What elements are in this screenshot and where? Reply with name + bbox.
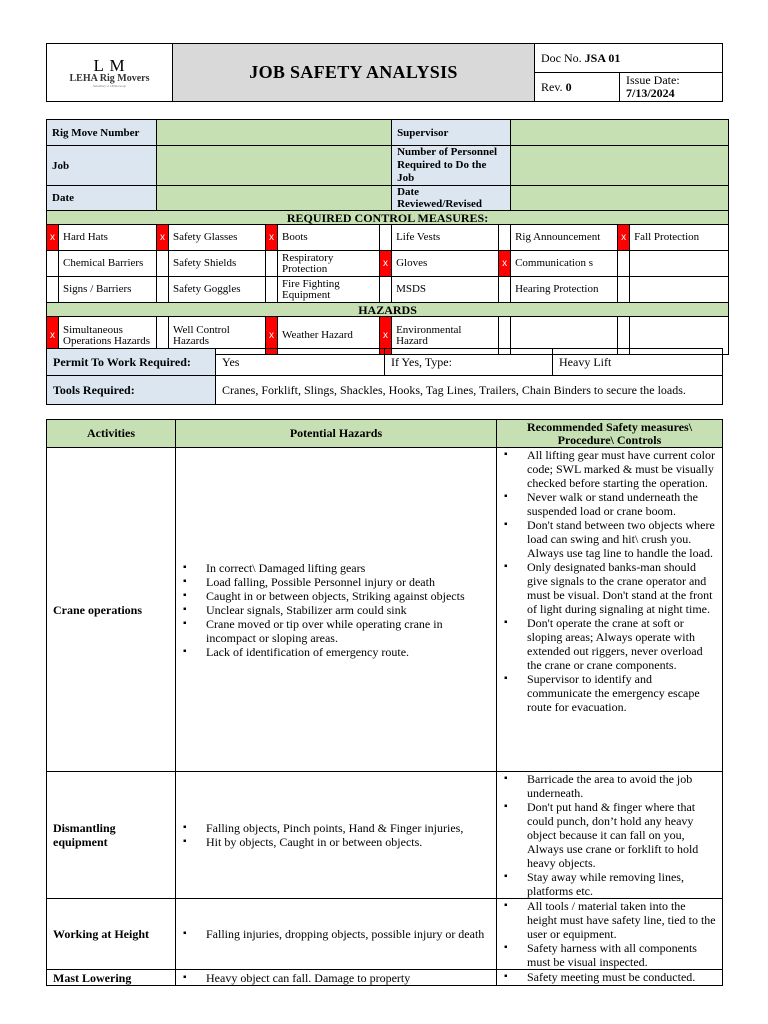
control-rig-announcement: Rig Announcement: [511, 225, 618, 251]
control-respiratory-protection: Respiratory Protection: [278, 251, 380, 277]
header-potential-hazards: Potential Hazards: [176, 420, 497, 448]
doc-number-label: Doc No.: [541, 50, 582, 65]
page-title: JOB SAFETY ANALYSIS: [173, 44, 535, 102]
issue-date: [620, 73, 723, 102]
hazards-title: HAZARDS: [47, 303, 729, 317]
checkbox-rig-announcement[interactable]: [499, 225, 511, 251]
checkbox-hard-hats[interactable]: x: [47, 225, 59, 251]
control-safety-glasses: Safety Glasses: [169, 225, 266, 251]
checkbox-hearing-protection[interactable]: [499, 277, 511, 303]
hazard-environmental: Environmental Hazard: [392, 317, 499, 355]
hazards-list: [178, 927, 492, 941]
checkbox-signs-barriers[interactable]: [47, 277, 59, 303]
control-item: ▪ Only designated banks-man should give signals to the crane operator and must be visual. Don't stand at the front of light during signaling at night time.: [527, 560, 716, 616]
supervisor-field[interactable]: [511, 120, 729, 146]
control-item: ▪ Supervisor to identify and communicate the emergency escape route for evacuation.: [527, 672, 716, 714]
date-reviewed-label: Date Reviewed/Revised: [392, 186, 511, 211]
control-gloves: Gloves: [392, 251, 499, 277]
control-life-vests: Life Vests: [392, 225, 499, 251]
hazard-item: ▪ Crane moved or tip over while operating crane in incompact or sloping areas.: [206, 617, 492, 645]
activity-name: Mast Lowering: [47, 970, 176, 986]
activities-table: [46, 419, 723, 986]
checkbox-safety-shields[interactable]: [157, 251, 169, 277]
controls-cell: [497, 899, 723, 970]
job-info-table: [46, 119, 729, 355]
job-field[interactable]: [157, 146, 392, 186]
control-safety-shields: Safety Shields: [169, 251, 266, 277]
control-measures-title: REQUIRED CONTROL MEASURES:: [47, 211, 729, 225]
control-item: ▪ Don't put hand & finger where that could punch, don’t hold any heavy object because it can fall on you, Always use crane or forklift to hold heavy objects.: [527, 800, 716, 870]
checkbox-gloves[interactable]: x: [380, 251, 392, 277]
checkbox-msds[interactable]: [380, 277, 392, 303]
doc-number: [535, 44, 723, 73]
date-field[interactable]: [157, 186, 392, 211]
control-fire-fighting: Fire Fighting Equipment: [278, 277, 380, 303]
table-row: [47, 899, 723, 970]
hazard-item: ▪ Heavy object can fall. Damage to property: [206, 971, 492, 985]
hazards-list: [178, 561, 492, 659]
control-item: ▪ Stay away while removing lines, platforms etc.: [527, 870, 716, 898]
hazard-item: ▪ In correct\ Damaged lifting gears: [206, 561, 492, 575]
control-item: ▪ Don't stand between two objects where load can swing and hit\ crush you. Always use tag line to handle the load.: [527, 518, 716, 560]
revision: [535, 73, 620, 102]
control-item: ▪ All tools / material taken into the height must have safety line, tied to the user or equipment.: [527, 899, 716, 941]
checkbox-respiratory-protection[interactable]: [266, 251, 278, 277]
control-signs-barriers: Signs / Barriers: [59, 277, 157, 303]
controls-list: [499, 899, 716, 969]
control-item: ▪ Safety meeting must be conducted.: [527, 970, 716, 984]
checkbox-life-vests[interactable]: [380, 225, 392, 251]
hazard-item: ▪ Lack of identification of emergency route.: [206, 645, 492, 659]
table-row: [47, 772, 723, 899]
checkbox-safety-glasses[interactable]: x: [157, 225, 169, 251]
controls-list: [499, 448, 716, 714]
control-item: ▪ All lifting gear must have current color code; SWL marked & must be visually checked before starting the operation.: [527, 448, 716, 490]
controls-list: [499, 970, 716, 984]
logo-mark: L M: [93, 56, 126, 75]
control-fall-protection: Fall Protection: [630, 225, 729, 251]
control-boots: Boots: [278, 225, 380, 251]
company-logo: [47, 44, 173, 102]
checkbox-safety-goggles[interactable]: [157, 277, 169, 303]
issue-date-label: Issue Date:: [626, 73, 680, 87]
permit-value: Yes: [216, 349, 385, 376]
issue-date-value: 7/13/2024: [626, 86, 675, 100]
control-communications: Communication s: [511, 251, 618, 277]
activity-name: Working at Height: [47, 899, 176, 970]
rig-move-number-field[interactable]: [157, 120, 392, 146]
rig-move-number-label: Rig Move Number: [47, 120, 157, 146]
checkbox-chemical-barriers[interactable]: [47, 251, 59, 277]
permit-label: Permit To Work Required:: [47, 349, 216, 376]
checkbox-boots[interactable]: x: [266, 225, 278, 251]
checkbox-empty-2[interactable]: [618, 251, 630, 277]
control-empty-3: [630, 277, 729, 303]
revision-value: 0: [565, 79, 572, 94]
control-empty-2: [630, 251, 729, 277]
hazard-simops: Simultaneous Operations Hazards: [59, 317, 157, 355]
control-item: ▪ Never walk or stand underneath the suspended load or crane boom.: [527, 490, 716, 518]
checkbox-simops-hazards[interactable]: x: [47, 317, 59, 355]
hazards-cell: [176, 772, 497, 899]
tools-value: Cranes, Forklift, Slings, Shackles, Hooks, Tag Lines, Trailers, Chain Binders to secure the loads.: [216, 376, 723, 405]
checkbox-fire-fighting[interactable]: [266, 277, 278, 303]
control-item: ▪ Don't operate the crane at soft or sloping areas; Always operate with extended out riggers, never overload the crane or crane components.: [527, 616, 716, 672]
activity-name: Crane operations: [47, 448, 176, 772]
checkbox-weather-hazard[interactable]: x: [266, 317, 278, 355]
logo-name: LEHA Rig Movers: [69, 73, 150, 84]
activity-name: Dismantling equipment: [47, 772, 176, 899]
table-row: [47, 970, 723, 986]
revision-label: Rev.: [541, 79, 563, 94]
checkbox-environmental-hazard[interactable]: x: [380, 317, 392, 355]
controls-cell: [497, 772, 723, 899]
table-row: [47, 448, 723, 772]
control-chemical-barriers: Chemical Barriers: [59, 251, 157, 277]
hazards-cell: [176, 899, 497, 970]
hazard-weather: Weather Hazard: [278, 317, 380, 355]
hazard-item: ▪ Load falling, Possible Personnel injury or death: [206, 575, 492, 589]
job-label: Job: [47, 146, 157, 186]
header-safety-measures: Recommended Safety measures\ Procedure\ Controls: [497, 420, 723, 448]
document-header: [46, 43, 723, 102]
num-personnel-label: Number of Personnel Required to Do the Job: [392, 146, 511, 186]
checkbox-empty-3[interactable]: [618, 277, 630, 303]
hazard-item: ▪ Falling injuries, dropping objects, possible injury or death: [206, 927, 492, 941]
doc-number-value: JSA 01: [584, 50, 621, 65]
control-item: ▪ Safety harness with all components must be visual inspected.: [527, 941, 716, 969]
logo-subtitle: Subsidiary of LEHA Group: [92, 84, 127, 88]
hazard-well-control: Well Control Hazards: [169, 317, 266, 355]
date-reviewed-field[interactable]: [511, 186, 729, 211]
hazards-list: [178, 971, 492, 985]
permit-type-label: If Yes, Type:: [385, 349, 553, 376]
tools-label: Tools Required:: [47, 376, 216, 405]
hazards-cell: [176, 448, 497, 772]
hazard-item: ▪ Falling objects, Pinch points, Hand & Finger injuries,: [206, 821, 492, 835]
control-hard-hats: Hard Hats: [59, 225, 157, 251]
checkbox-communications[interactable]: x: [499, 251, 511, 277]
control-msds: MSDS: [392, 277, 499, 303]
hazards-list: [178, 821, 492, 849]
permit-type-value: Heavy Lift: [553, 349, 723, 376]
date-label: Date: [47, 186, 157, 211]
num-personnel-field[interactable]: [511, 146, 729, 186]
permit-table: [46, 348, 723, 405]
hazard-item: ▪ Unclear signals, Stabilizer arm could sink: [206, 603, 492, 617]
checkbox-fall-protection[interactable]: x: [618, 225, 630, 251]
supervisor-label: Supervisor: [392, 120, 511, 146]
hazards-cell: [176, 970, 497, 986]
controls-cell: [497, 970, 723, 986]
hazard-item: ▪ Caught in or between objects, Striking against objects: [206, 589, 492, 603]
control-safety-goggles: Safety Goggles: [169, 277, 266, 303]
controls-cell: [497, 448, 723, 772]
header-activities: Activities: [47, 420, 176, 448]
controls-list: [499, 772, 716, 898]
control-hearing-protection: Hearing Protection: [511, 277, 618, 303]
hazard-item: ▪ Hit by objects, Caught in or between objects.: [206, 835, 492, 849]
control-item: ▪ Barricade the area to avoid the job underneath.: [527, 772, 716, 800]
